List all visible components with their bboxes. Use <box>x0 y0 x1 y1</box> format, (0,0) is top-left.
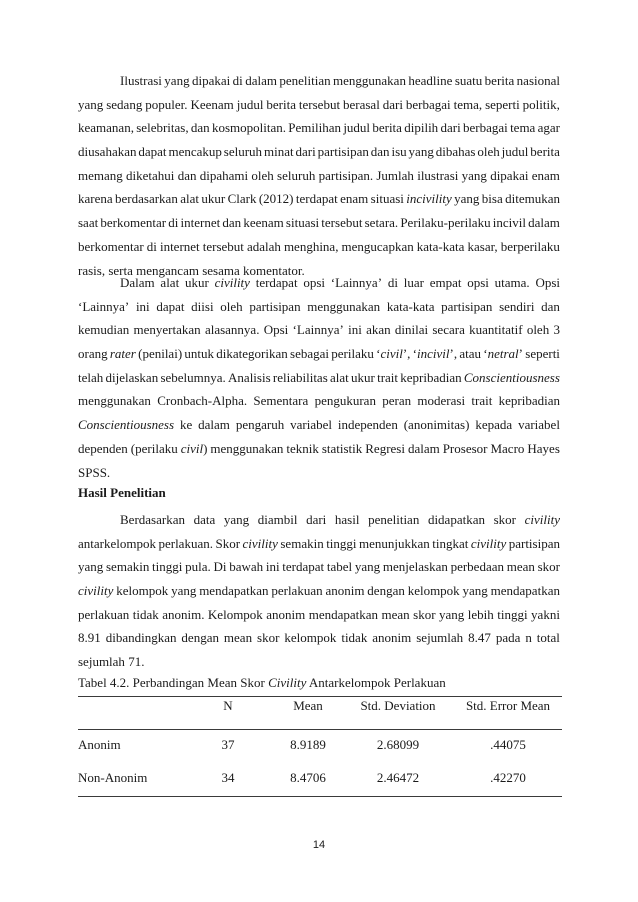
text-line: yang sedang populer. Keenam judul berita tersebut berasal dari berbagai tema, seperti politik, <box>78 96 560 112</box>
cell-std-error-mean: .42270 <box>490 770 526 785</box>
page-number: 14 <box>312 839 326 851</box>
text-line: ‘Lainnya’ ini dapat diisi oleh partisipan menggunakan kata-kata partisipan sendiri dan <box>78 298 560 314</box>
cell-std-error-mean: .44075 <box>490 737 526 752</box>
text-line: memang diketahui dan dipahami oleh seluruh partisipan. Jumlah ilustrasi yang dipakai enam <box>78 167 560 183</box>
text-line: perlakuan tidak anonim. Kelompok anonim mendapatkan mean skor yang lebih tinggi yakni <box>78 606 560 622</box>
text-line: karena berdasarkan alat ukur Clark (2012) terdapat enam situasi incivility yang bisa ditemukan <box>78 191 560 207</box>
row-label: Non-Anonim <box>78 770 148 785</box>
text-line: yang semakin tinggi pula. Di bawah ini terdapat tabel yang menjelaskan perbedaan mean skor <box>78 559 560 575</box>
text-line: saat berkomentar di internet dan keenam situasi tersebut setara. Perilaku-perilaku incivil dalam <box>78 215 560 231</box>
text-line: Dalam alat ukur civility terdapat opsi ‘Lainnya’ di luar empat opsi utama. Opsi <box>120 275 560 290</box>
cell-n: 34 <box>221 770 235 785</box>
cell-n: 37 <box>221 737 235 752</box>
row-label: Anonim <box>78 737 121 752</box>
header-std-deviation: Std. Deviation <box>360 698 436 713</box>
text-line: orang rater (penilai) untuk dikategorikan sebagai perilaku ‘civil’, ‘incivil’, atau ‘netral’ seperti <box>78 346 560 362</box>
cell-mean: 8.9189 <box>290 737 326 752</box>
text-line: antarkelompok perlakuan. Skor civility semakin tinggi menunjukkan tingkat civility partisipan <box>78 535 560 551</box>
text-line: Conscientiousness ke dalam pengaruh variabel independen (anonimitas) kepada variabel <box>78 417 560 433</box>
header-mean: Mean <box>293 698 323 713</box>
header-n: N <box>223 698 233 713</box>
text-line: sejumlah 71. <box>78 654 145 670</box>
text-line: berkomentar di internet tersebut adalah menghina, mengucapkan kata-kata kasar, berperilaku <box>78 238 560 254</box>
table-bottom-rule <box>78 796 562 797</box>
text-line: diusahakan dapat mencakup seluruh minat dari partisipan dan isu yang dibahas oleh judul berita <box>78 144 560 160</box>
table-header-rule <box>78 729 562 730</box>
text-line: civility kelompok yang mendapatkan perlakuan anonim dengan kelompok yang mendapatkan <box>78 583 560 599</box>
cell-std-deviation: 2.46472 <box>376 770 420 785</box>
text-line: telah dijelaskan sebelumnya. Analisis reliabilitas alat ukur trait kepribadian Conscientiousness <box>78 369 560 385</box>
text-line: kemudian menyertakan alasannya. Opsi ‘Lainnya’ ini akan dinilai secara kuantitatif oleh 3 <box>78 322 560 338</box>
section-heading: Hasil Penelitian <box>78 485 166 500</box>
text-line: 8.91 dibandingkan dengan mean skor kelompok tidak anonim sejumlah 8.47 pada n total <box>78 630 560 646</box>
cell-std-deviation: 2.68099 <box>376 737 420 752</box>
paragraph-illustration <box>78 69 560 282</box>
text-line: rasis, serta mengancam sesama komentator. <box>78 262 305 278</box>
text-line: keamanan, selebritas, dan kosmopolitan. Pemilihan judul berita dipilih dari berbagai tema agar <box>78 120 560 136</box>
header-std-error-mean: Std. Error Mean <box>465 698 551 713</box>
table-caption: Tabel 4.2. Perbandingan Mean Skor Civility Antarkelompok Perlakuan <box>78 675 446 690</box>
text-line: Ilustrasi yang dipakai di dalam penelitian menggunakan headline suatu berita nasional <box>120 73 560 88</box>
text-line: SPSS. <box>78 464 111 480</box>
text-line: dependen (perilaku civil) menggunakan teknik statistik Regresi dalam Prosesor Macro Hayes <box>78 440 560 456</box>
cell-mean: 8.4706 <box>290 770 326 785</box>
paragraph-results <box>78 508 560 674</box>
table-top-rule <box>78 696 562 697</box>
text-line: menggunakan Cronbach-Alpha. Sementara pengukuran peran moderasi trait kepribadian <box>78 393 560 409</box>
text-line: Berdasarkan data yang diambil dari hasil penelitian didapatkan skor civility <box>120 512 560 527</box>
paragraph-civility-measure <box>78 271 560 484</box>
